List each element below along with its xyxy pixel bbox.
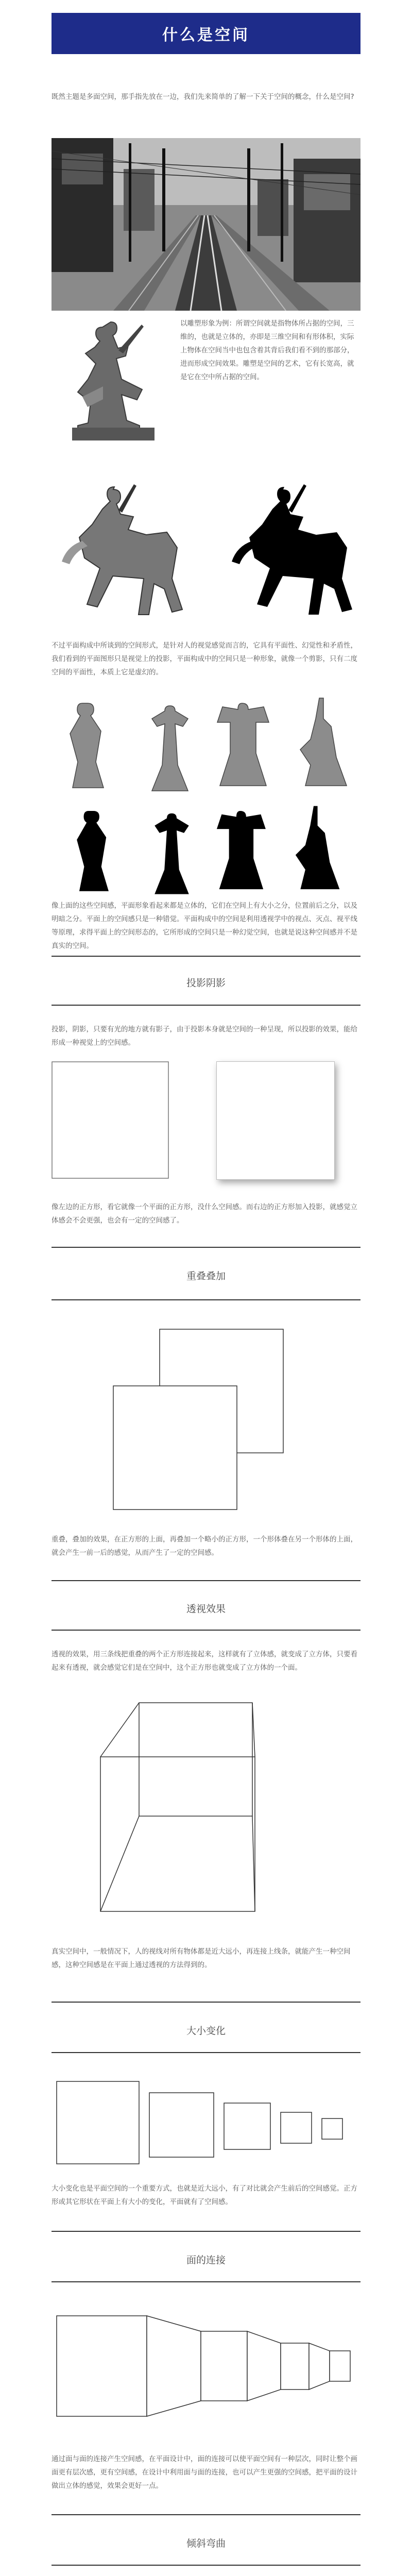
perspective-cube-figure [98,1700,314,1922]
section-divider-top [52,2231,360,2232]
section-divider-bottom [52,1299,360,1300]
section-title-shadow: 投影阴影 [186,977,226,989]
section-title-face-connect: 面的连接 [186,2255,226,2266]
section-divider-bottom [52,2565,360,2566]
shadow-outro-text: 像左边的正方形，看它就像一个平面的正方形，没什么空间感。而右边的正方形加入投影，就感觉立体感会不会更强，也会有一定的空间感了。 [52,1203,357,1225]
railway-photo [52,138,360,311]
figures-silhouette-row [52,801,360,899]
silhouette-text: 不过平面构成中所谈到的空间形式，是针对人的视觉感觉而言的，它具有平面性、幻觉性和矛盾性，我们看到的平面图形只是视觉上的投影，平面构成中的空间只是一种形象，就像一个剪影，只有二度空间的平面性，本质上它是虚幻的。 [52,641,357,676]
size-squares-figure [52,2076,360,2169]
face-connect-text: 通过面与面的连接产生空间感，在平面设计中，面的连接可以使平面空间有一种层次，同时让整个画面更有层次感，更有空间感，在设计中利用面与面的连接，也可以产生更强的空间感，把平面的设计做出立体的感觉，效果会更好一点。 [52,2455,357,2490]
horse-statue-photo [52,479,185,634]
figures-photo-row [52,693,360,796]
overlapping-squares-figure [111,1327,288,1512]
section-divider-bottom [52,1630,360,1631]
section-divider-top [52,1247,360,1248]
figure-text: 像上面的这些空间感，平面形象看起来都是立体的，它们在空间上有大小之分，位置前后之分，以及明暗之分。平面上的空间感只是一种错觉。平面构成中的空间是利用透视学中的视点、灭点、视平线等原理，求得平面上的空间形态的，它所形成的空间只是一种幻觉空间，也就是说这种空间感并不是真实的空间。 [52,902,357,950]
statue-photo [62,314,165,443]
connected-faces-figure [52,2303,360,2432]
sculpture-text: 以雕塑形象为例：所谓空间就是指物体所占据的空间，三维的，也就是立体的，亦即是三维空间和有形体积，实际上物体在空间当中也包含着其背后我们看不到的那部分，进而形成空间效果。雕塑是空间的艺术，它有长宽高，就是它在空中所占据的空间。 [180,319,354,381]
page-title: 什么是空间 [52,13,360,54]
shadow-intro-text: 投影，阴影，只要有光的地方就有影子，由于投影本身就是空间的一种呈现，所以投影的效果，能给形成一种视觉上的空间感。 [52,1025,357,1047]
section-divider-top [52,2002,360,2003]
horse-silhouette [221,479,355,634]
section-title-perspective: 透视效果 [186,1603,226,1615]
section-title-size: 大小变化 [186,2025,226,2037]
intro-text: 既然主题是多面空间，那手指先放在一边，我们先来简单的了解一下关于空间的概念，什么是空间? [52,93,354,101]
flat-square-figure [52,1061,170,1180]
section-divider-top [52,1580,360,1581]
perspective-outro-text: 真实空间中，一般情况下，人的视线对所有物体都是近大远小，再连接上线条，就能产生一种空间感，这种空间感是在平面上通过透视的方法得到的。 [52,1947,351,1969]
section-divider-bottom [52,2052,360,2053]
section-divider-bottom [52,2281,360,2282]
section-divider-bottom [52,1005,360,1006]
section-divider-top [52,2514,360,2515]
section-divider-top [52,956,360,957]
section-title-overlap: 重叠叠加 [186,1270,226,1282]
shadowed-square-figure [216,1061,335,1180]
size-text: 大小变化也是平面空间的一个重要方式，也就是近大远小，有了对比就会产生前后的空间感觉。正方形或其它形状在平面上有大小的变化，平面就有了空间感。 [52,2184,357,2206]
overlap-text: 重叠，叠加的效果，在正方形的上面，再叠加一个略小的正方形，一个形体叠在另一个形体的上面，就会产生一前一后的感觉，从而产生了一定的空间感。 [52,1535,357,1557]
section-title-tilt-curve: 倾斜弯曲 [186,2538,226,2549]
perspective-intro-text: 透视的效果，用三条线把重叠的两个正方形连接起来，这样就有了立体感，就变成了立方体，只要看起来有透视，就会感觉它们是在空间中，这个正方形也就变成了立方体的一个面。 [52,1650,357,1672]
